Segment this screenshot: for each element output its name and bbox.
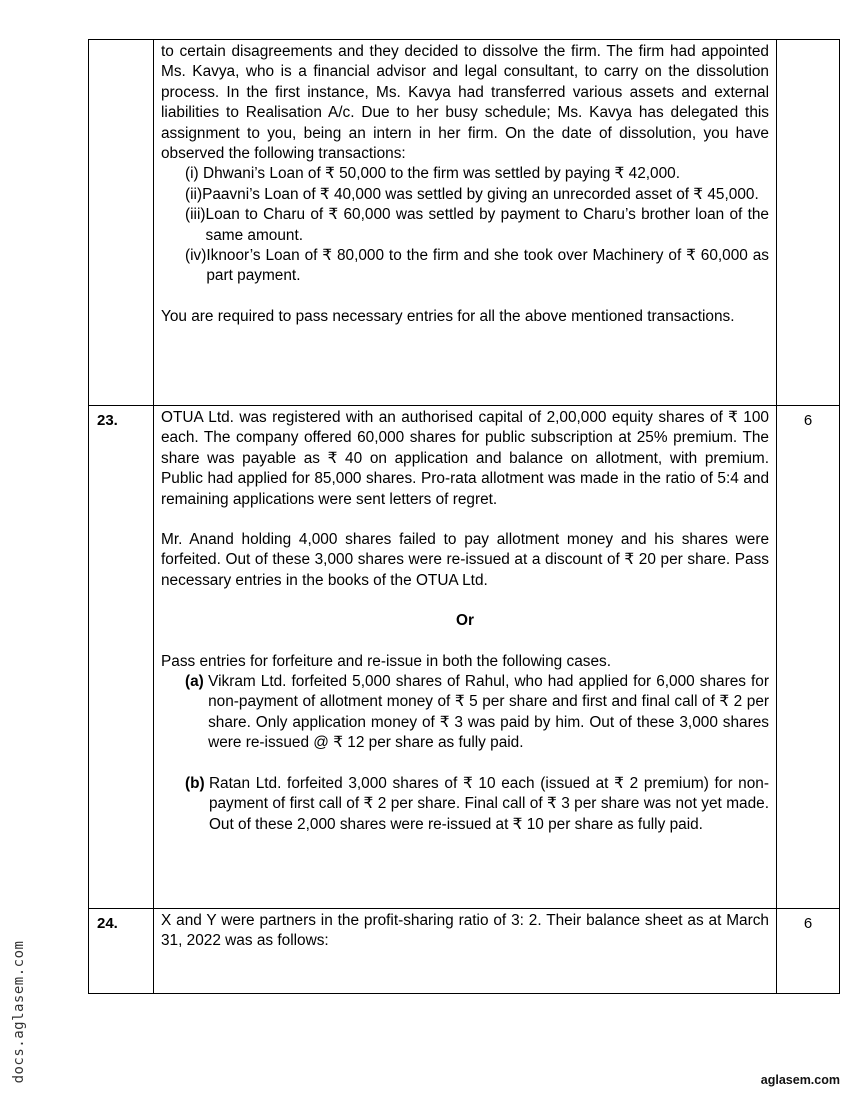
item-label: (i)	[185, 165, 203, 183]
question-paragraph: Pass entries for forfeiture and re-issue in both the following cases.	[161, 652, 611, 670]
question-paper-page	[88, 39, 816, 994]
question-number: 23.	[89, 406, 154, 909]
question-row-23	[89, 406, 840, 909]
question-intro-text: to certain disagreements and they decided to dissolve the firm. The firm had appointed Ms. Kavya, who is a financial advisor and legal consultant, to carry on the dissolution process. In the first instance, Ms. Kavya had transferred various assets and external liabilities to Realisation A/c. Due to her busy schedule; Ms. Kavya has delegated this assignment to you, being an intern in her firm. On the date of dissolution, you have observed the following transactions:	[161, 43, 769, 163]
question-body-cell	[154, 406, 777, 909]
question-body-cell	[154, 909, 777, 994]
footer-watermark: aglasem.com	[760, 1073, 840, 1087]
transaction-item	[185, 185, 769, 205]
or-separator: Or	[456, 612, 474, 630]
item-text: Iknoor’s Loan of ₹ 80,000 to the firm and she took over Machinery of ₹ 60,000 as part payment.	[206, 247, 769, 285]
marks-value: 6	[777, 909, 840, 994]
transaction-item	[185, 164, 769, 184]
case-text: Vikram Ltd. forfeited 5,000 shares of Rahul, who had applied for 6,000 shares for non-payment of allotment money of ₹ 5 per share and first and final call of ₹ 2 per share. Only application money of ₹ 3 was paid by him. Out of these 3,000 shares were re-issued @ ₹ 12 per share as fully paid.	[208, 673, 769, 752]
question-row-continued	[89, 40, 840, 406]
side-watermark	[4, 932, 34, 1092]
questions-table	[88, 39, 840, 994]
item-label: (iv)	[185, 247, 207, 265]
item-text: Loan to Charu of ₹ 60,000 was settled by payment to Charu’s brother loan of the same amount.	[205, 206, 769, 244]
question-paragraph: Mr. Anand holding 4,000 shares failed to pay allotment money and his shares were forfeited. Out of these 3,000 shares were re-issued at a discount of ₹ 20 per share. Pass necessary entries in the books of the OTUA Ltd.	[161, 531, 769, 589]
case-label: (b)	[185, 774, 209, 792]
marks-value: 6	[777, 406, 840, 909]
transaction-item	[185, 246, 769, 287]
case-label: (a)	[185, 673, 209, 691]
transaction-item	[185, 205, 769, 246]
question-number-cell	[89, 40, 154, 406]
question-paragraph: OTUA Ltd. was registered with an authorised capital of 2,00,000 equity shares of ₹ 100 each. The company offered 60,000 shares for public subscription at 25% premium. The share was payable as ₹ 40 on application and balance on allotment, with premium. Public had applied for 85,000 shares. Pro-rata allotment was made in the ratio of 5:4 and remaining applications were sent letters of regret.	[161, 409, 769, 508]
item-label: (ii)	[185, 185, 203, 203]
case-item	[185, 672, 769, 754]
question-number: 24.	[89, 909, 154, 994]
question-instruction-text: You are required to pass necessary entries for all the above mentioned transactions.	[161, 307, 735, 325]
case-item	[185, 774, 769, 835]
question-row-24	[89, 909, 840, 994]
item-text: Paavni’s Loan of ₹ 40,000 was settled by giving an unrecorded asset of ₹ 45,000.	[202, 185, 759, 203]
case-text: Ratan Ltd. forfeited 3,000 shares of ₹ 10 each (issued at ₹ 2 premium) for non-payment of first call of ₹ 2 per share. Final call of ₹ 3 per share was not yet made. Out of these 2,000 shares were re-issued at ₹ 10 per share as fully paid.	[208, 774, 769, 833]
marks-cell	[777, 40, 840, 406]
question-body-cell	[154, 40, 777, 406]
side-watermark-text: docs.aglasem.com	[11, 940, 27, 1084]
item-text: Dhwani’s Loan of ₹ 50,000 to the firm was settled by paying ₹ 42,000.	[202, 165, 680, 183]
item-label: (iii)	[185, 206, 206, 224]
question-paragraph: X and Y were partners in the profit-sharing ratio of 3: 2. Their balance sheet as at March 31, 2022 was as follows:	[161, 912, 769, 950]
